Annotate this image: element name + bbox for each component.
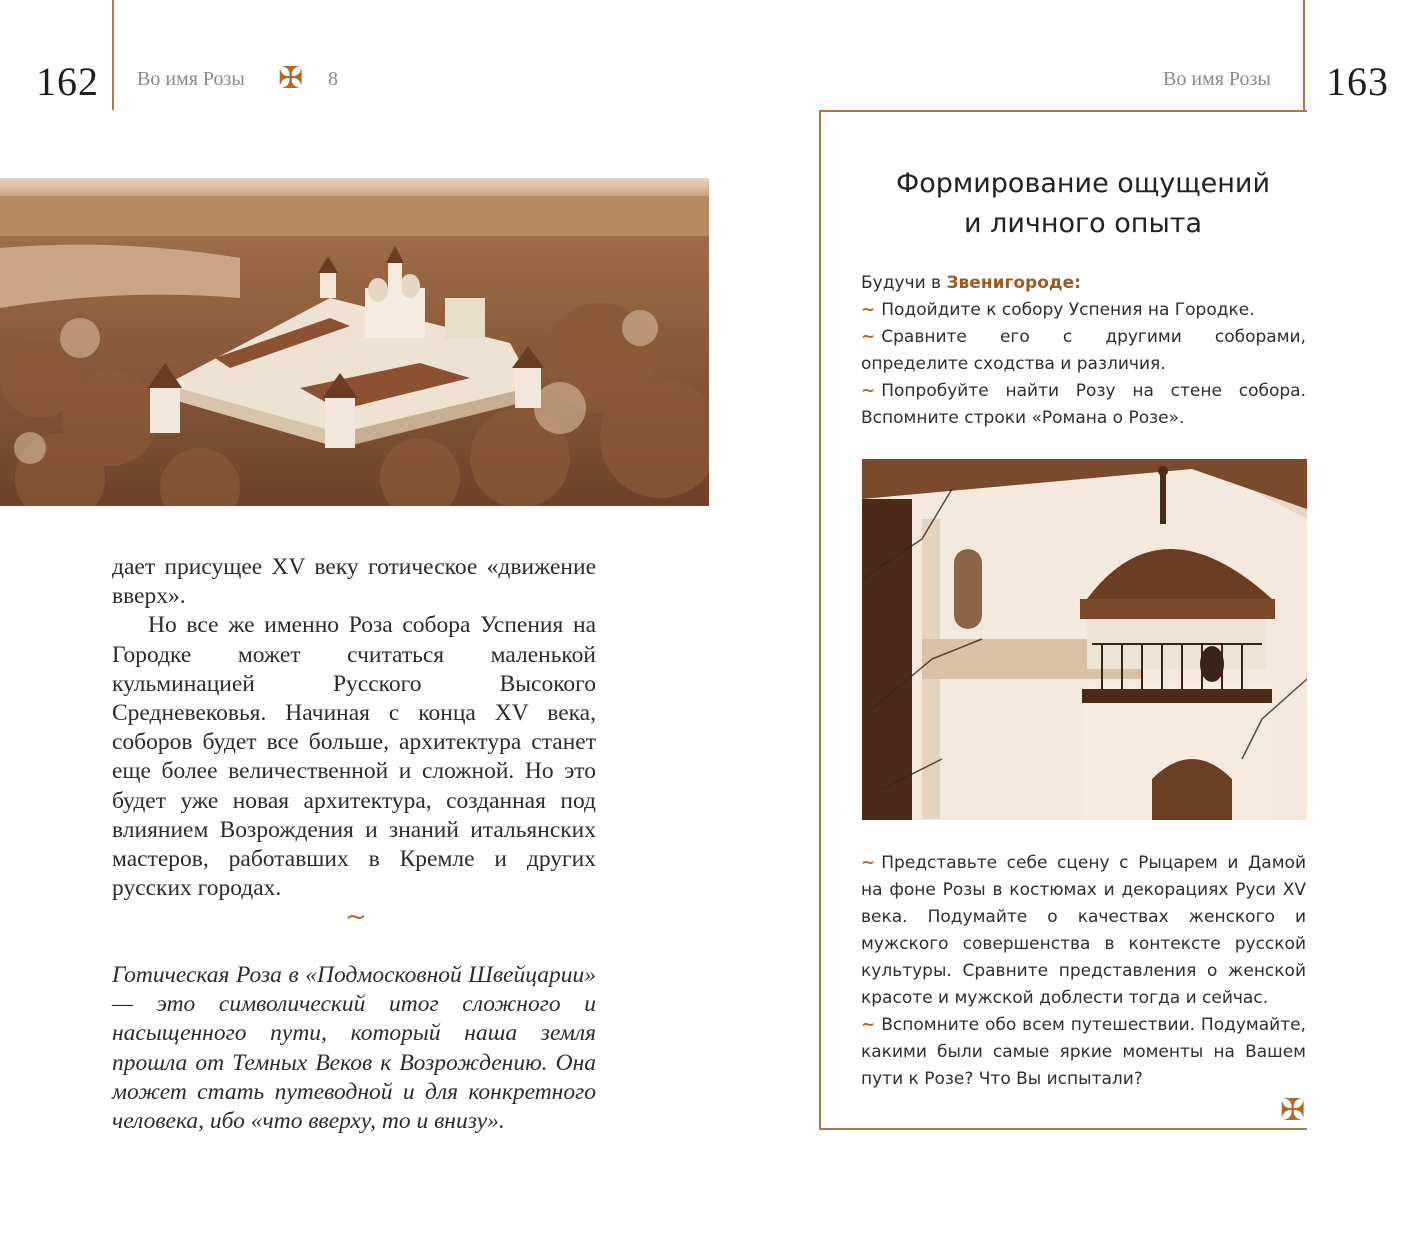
- list-item-text: Подойдите к собору Успения на Городке.: [881, 300, 1255, 320]
- intro-place: Звенигороде:: [946, 273, 1081, 293]
- box-intro-list: [861, 270, 1306, 432]
- page-number-left: 162: [36, 59, 99, 104]
- running-title-left: Во имя Розы: [137, 68, 245, 90]
- list-item: [861, 324, 1306, 378]
- list-item: [861, 378, 1306, 432]
- cross-ornament-icon: ✠: [278, 61, 304, 96]
- box-title-line: Формирование ощущений: [895, 168, 1271, 199]
- header-divider-right: [1303, 0, 1305, 110]
- body-text: [112, 553, 596, 903]
- list-item-text: Попробуйте найти Розу на стене собора. Вспомните строки «Романа о Розе».: [861, 381, 1306, 428]
- bullet-tilde-icon: ~: [861, 853, 876, 873]
- body-paragraph: дает присущее XV веку готическое «движение вверх».: [112, 554, 596, 610]
- monastery-aerial-photo: [0, 178, 709, 506]
- box-bottom-list: [861, 850, 1306, 1093]
- page-number-right: 163: [1326, 59, 1389, 104]
- running-title-right: Во имя Розы: [1163, 68, 1271, 90]
- closing-italic-paragraph: Готическая Роза в «Подмосковной Швейцарии» — это символический итог сложного и насыщенного пути, который наша земля прошла от Темных Веков к Возрождению. Она может стать путеводной и для конкретного человека, ибо «что вверху, то и внизу».: [112, 962, 596, 1135]
- chapter-number: 8: [328, 68, 338, 90]
- box-intro: [861, 270, 1306, 297]
- list-item: [861, 850, 1306, 1012]
- section-separator: ~: [345, 902, 367, 932]
- list-item-text: Вспомните обо всем путешествии. Подумайте, какими были самые яркие моменты на Вашем пути к Розе? Что Вы испытали?: [861, 1015, 1306, 1089]
- bullet-tilde-icon: ~: [861, 300, 876, 320]
- list-item-text: Сравните его с другими соборами, определите сходства и различия.: [861, 327, 1306, 374]
- header-divider-left: [112, 0, 114, 110]
- list-item: [861, 1012, 1306, 1093]
- bullet-tilde-icon: ~: [861, 327, 876, 347]
- bullet-tilde-icon: ~: [861, 1015, 876, 1035]
- box-title: [840, 164, 1326, 244]
- end-cross-ornament-icon: ✠: [1280, 1093, 1306, 1128]
- list-item: [861, 297, 1306, 324]
- bell-tower-photo: [862, 459, 1307, 820]
- box-title-line: и личного опыта: [963, 208, 1203, 239]
- bullet-tilde-icon: ~: [861, 381, 876, 401]
- intro-prefix: Будучи в: [861, 273, 947, 293]
- body-paragraph: Но все же именно Роза собора Успения на Городке может считаться маленькой кульминацией Русского Высокого Средневековья. Начиная с конца XV века, соборов будет все больше, архитектура станет еще более величественной и сложной. Но это будет уже новая архитектура, созданная под влиянием Возрождения и знаний итальянских мастеров, работавших в Кремле и других русских городах.: [112, 612, 596, 902]
- list-item-text: Представьте себе сцену с Рыцарем и Дамой на фоне Розы в костюмах и декорациях Руси XV века. Подумайте о качествах женского и мужского совершенства в контексте русской культуры. Сравните представления о женской красоте и мужской доблести тогда и сейчас.: [861, 853, 1306, 1008]
